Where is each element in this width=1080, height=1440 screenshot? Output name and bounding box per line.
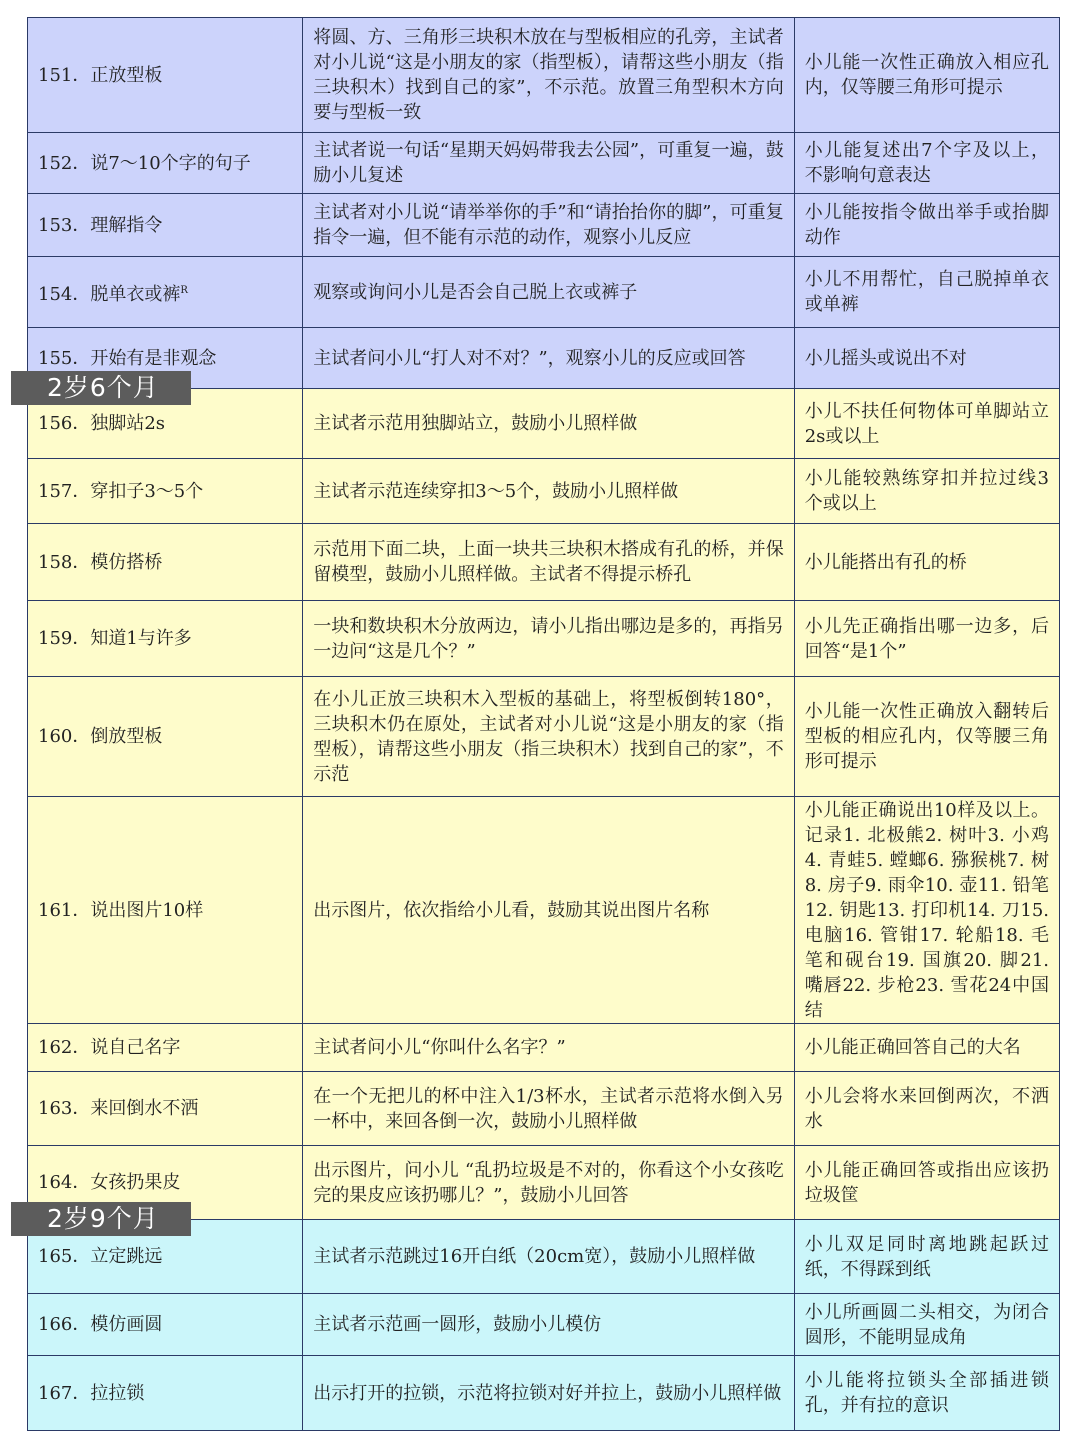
test-method-cell: 主试者问小儿“你叫什么名字？” bbox=[303, 1024, 794, 1072]
item-name-cell bbox=[28, 257, 303, 328]
item-name: 161．说出图片10样 bbox=[38, 899, 204, 921]
table-row bbox=[28, 459, 1060, 524]
item-name-cell bbox=[28, 601, 303, 677]
table-row bbox=[28, 601, 1060, 677]
table-row bbox=[28, 1072, 1060, 1146]
item-name-cell bbox=[28, 194, 303, 257]
item-name-cell bbox=[28, 797, 303, 1024]
item-name: 153．理解指令 bbox=[38, 214, 163, 236]
item-name: 159．知道1与许多 bbox=[38, 628, 192, 649]
item-name-cell bbox=[28, 1072, 303, 1146]
pass-criterion-cell: 小儿能正确说出10样及以上。记录1. 北极熊2. 树叶3. 小鸡4. 青蛙5. 螳螂6. 猕猴桃7. 树8. 房子9. 雨伞10. 壶11. 铅笔12. 钥匙13. 打印机14. 刀15. 电脑16. 管钳17. 轮船18. 毛笔和砚台19. 国旗20. 脚21. 嘴唇22. 步枪23. 雪花24中国结 bbox=[794, 797, 1059, 1024]
test-method-cell: 在一个无把儿的杯中注入1/3杯水，主试者示范将水倒入另一杯中，来回各倒一次，鼓励小儿照样做 bbox=[303, 1072, 794, 1146]
pass-criterion-cell: 小儿不用帮忙，自己脱掉单衣或单裤 bbox=[794, 257, 1059, 328]
test-method-cell: 出示图片，依次指给小儿看，鼓励其说出图片名称 bbox=[303, 797, 794, 1024]
test-method-cell: 主试者说一句话“星期天妈妈带我去公园”，可重复一遍，鼓励小儿复述 bbox=[303, 133, 794, 194]
pass-criterion-cell: 小儿先正确指出哪一边多，后回答“是1个” bbox=[794, 601, 1059, 677]
item-name: 154．脱单衣或裤 bbox=[38, 283, 181, 305]
table-row bbox=[28, 677, 1060, 797]
item-name-cell bbox=[28, 1024, 303, 1072]
pass-criterion-cell: 小儿能按指令做出举手或抬脚动作 bbox=[794, 194, 1059, 257]
table-row bbox=[28, 133, 1060, 194]
test-method-cell: 一块和数块积木分放两边，请小儿指出哪边是多的，再指另一边问“这是几个？” bbox=[303, 601, 794, 677]
table-row bbox=[28, 257, 1060, 328]
test-method-cell: 将圆、方、三角形三块积木放在与型板相应的孔旁，主试者对小儿说“这是小朋友的家（指型板），请帮这些小朋友（指三块积木）找到自己的家”，不示范。放置三角型积木方向要与型板一致 bbox=[303, 18, 794, 133]
test-method-cell: 主试者示范连续穿扣3～5个，鼓励小儿照样做 bbox=[303, 459, 794, 524]
item-name: 158．模仿搭桥 bbox=[38, 551, 163, 573]
test-method-cell: 在小儿正放三块积木入型板的基础上，将型板倒转180°，三块积木仍在原处，主试者对小儿说“这是小朋友的家（指型板），请帮这些小朋友（指三块积木）找到自己的家”，不示范 bbox=[303, 677, 794, 797]
pass-criterion-cell: 小儿能正确回答或指出应该扔垃圾筐 bbox=[794, 1146, 1059, 1220]
item-name: 151．正放型板 bbox=[38, 64, 163, 86]
age-group-label: 2岁6个月 bbox=[11, 371, 191, 405]
item-name-cell bbox=[28, 1294, 303, 1356]
test-method-cell: 出示打开的拉锁，示范将拉锁对好并拉上，鼓励小儿照样做 bbox=[303, 1356, 794, 1431]
item-name: 157．穿扣子3～5个 bbox=[38, 480, 204, 502]
table-row bbox=[28, 1294, 1060, 1356]
item-name: 165．立定跳远 bbox=[38, 1246, 163, 1267]
pass-criterion-cell: 小儿能一次性正确放入翻转后型板的相应孔内，仅等腰三角形可提示 bbox=[794, 677, 1059, 797]
table-row bbox=[28, 1356, 1060, 1431]
age-group-label: 2岁9个月 bbox=[11, 1202, 191, 1236]
item-name: 156．独脚站2s bbox=[38, 413, 166, 434]
pass-criterion-cell: 小儿会将水来回倒两次，不洒水 bbox=[794, 1072, 1059, 1146]
item-name-cell bbox=[28, 677, 303, 797]
item-name-cell bbox=[28, 459, 303, 524]
test-method-cell: 主试者问小儿“打人对不对？”，观察小儿的反应或回答 bbox=[303, 328, 794, 389]
pass-criterion-cell: 小儿摇头或说出不对 bbox=[794, 328, 1059, 389]
pass-criterion-cell: 小儿能复述出7个字及以上，不影响句意表达 bbox=[794, 133, 1059, 194]
pass-criterion-cell: 小儿能将拉锁头全部插进锁孔，并有拉的意识 bbox=[794, 1356, 1059, 1431]
item-name: 163．来回倒水不洒 bbox=[38, 1098, 199, 1119]
item-name: 162．说自己名字 bbox=[38, 1037, 181, 1058]
pass-criterion-cell: 小儿不扶任何物体可单脚站立2s或以上 bbox=[794, 389, 1059, 459]
item-name-cell bbox=[28, 524, 303, 601]
test-method-cell: 主试者示范用独脚站立，鼓励小儿照样做 bbox=[303, 389, 794, 459]
item-name: 164．女孩扔果皮 bbox=[38, 1172, 181, 1193]
test-method-cell: 主试者对小儿说“请举举你的手”和“请抬抬你的脚”，可重复指令一遍，但不能有示范的动作，观察小儿反应 bbox=[303, 194, 794, 257]
test-method-cell: 主试者示范跳过16开白纸（20cm宽），鼓励小儿照样做 bbox=[303, 1220, 794, 1294]
test-method-cell: 主试者示范画一圆形，鼓励小儿模仿 bbox=[303, 1294, 794, 1356]
item-name: 166．模仿画圆 bbox=[38, 1314, 163, 1335]
table-row bbox=[28, 18, 1060, 133]
table-row bbox=[28, 194, 1060, 257]
test-method-cell: 出示图片，问小儿 “乱扔垃圾是不对的，你看这个小女孩吃完的果皮应该扔哪儿？”，鼓励小儿回答 bbox=[303, 1146, 794, 1220]
pass-criterion-cell: 小儿能一次性正确放入相应孔内，仅等腰三角形可提示 bbox=[794, 18, 1059, 133]
test-method-cell: 示范用下面二块，上面一块共三块积木搭成有孔的桥，并保留模型，鼓励小儿照样做。主试者不得提示桥孔 bbox=[303, 524, 794, 601]
item-name-cell bbox=[28, 133, 303, 194]
pass-criterion-cell: 小儿能正确回答自己的大名 bbox=[794, 1024, 1059, 1072]
pass-criterion-cell: 小儿所画圆二头相交，为闭合圆形，不能明显成角 bbox=[794, 1294, 1059, 1356]
item-name-cell bbox=[28, 1356, 303, 1431]
item-name: 155．开始有是非观念 bbox=[38, 347, 217, 369]
pass-criterion-cell: 小儿能搭出有孔的桥 bbox=[794, 524, 1059, 601]
table-row bbox=[28, 524, 1060, 601]
item-superscript: R bbox=[180, 284, 188, 296]
item-name: 160．倒放型板 bbox=[38, 726, 163, 747]
test-method-cell: 观察或询问小儿是否会自己脱上衣或裤子 bbox=[303, 257, 794, 328]
table-row bbox=[28, 1024, 1060, 1072]
pass-criterion-cell: 小儿双足同时离地跳起跃过纸，不得踩到纸 bbox=[794, 1220, 1059, 1294]
pass-criterion-cell: 小儿能较熟练穿扣并拉过线3个或以上 bbox=[794, 459, 1059, 524]
item-name: 152．说7～10个字的句子 bbox=[38, 152, 251, 174]
table-row bbox=[28, 797, 1060, 1024]
item-name: 167．拉拉锁 bbox=[38, 1382, 145, 1404]
item-name-cell bbox=[28, 18, 303, 133]
